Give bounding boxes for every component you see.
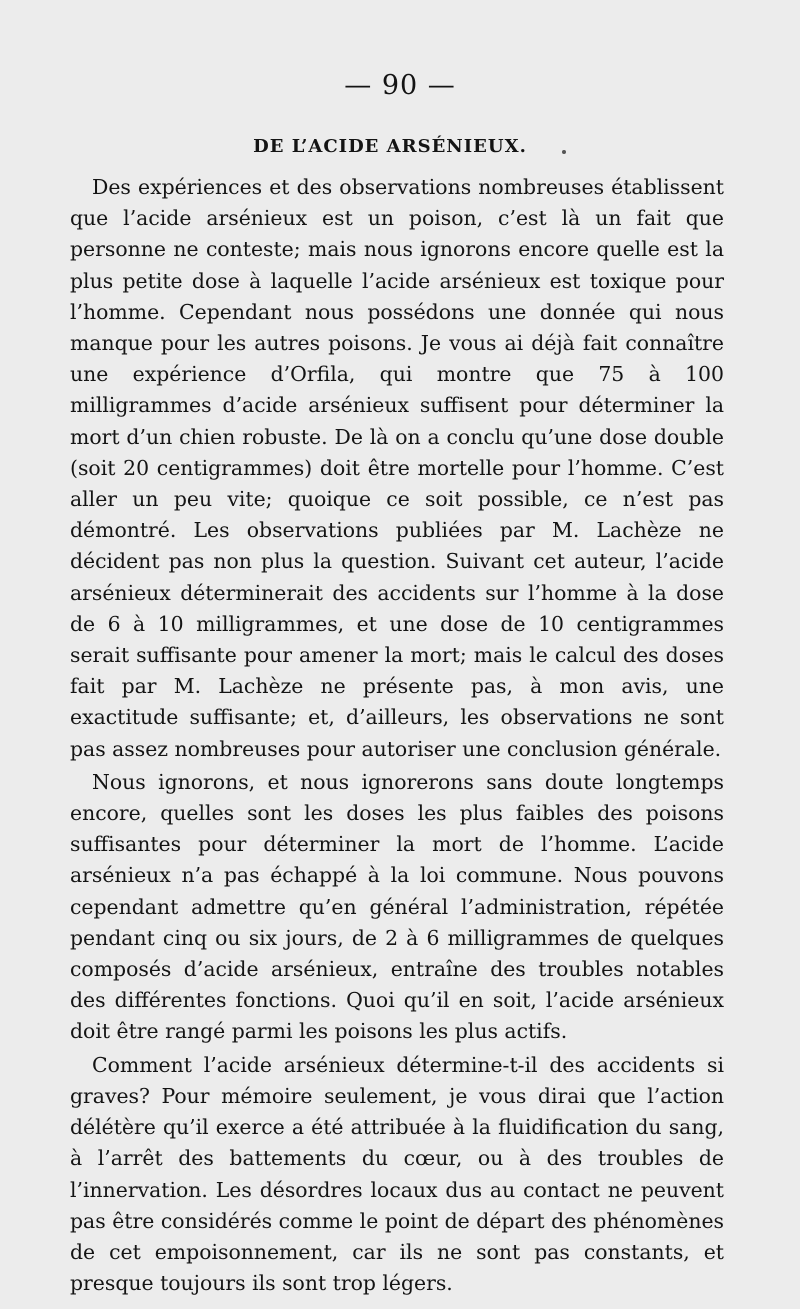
- section-title: DE L’ACIDE ARSÉNIEUX.: [253, 136, 527, 157]
- paragraph-text: Comment l’acide arsénieux détermine-t-il des accidents si graves? Pour mémoire seulement, je vous dirai que l’action délétère qu’il exerce a été attribuée à la fluidification du sang, à l’arrêt des battements du cœur, ou à des troubles de l’innervation. Les désordres locaux dus au contact ne peuvent pas être considérés comme le point de départ des phénomènes de cet empoisonnement, car ils ne sont pas constants, et presque toujours ils sont trop légers.: [70, 1052, 724, 1296]
- paragraph: [70, 172, 724, 765]
- body-text: [70, 172, 724, 1299]
- paragraph: [70, 767, 724, 1048]
- paragraph-text: Des expériences et des observations nombreuses établissent que l’acide arsénieux est un poison, c’est là un fait que personne ne conteste; mais nous ignorons encore quelle est la plus petite dose à laquelle l’acide arsénieux est toxique pour l’homme. Cependant nous possédons une donnée qui nous manque pour les autres poisons. Je vous ai déjà fait connaître une expérience d’Orfila, qui montre que 75 à 100 milligrammes d’acide arsénieux suffisent pour déterminer la mort d’un chien robuste. De là on a conclu qu’une dose double (soit 20 centigrammes) doit être mortelle pour l’homme. C’est aller un peu vite; quoique ce soit possible, ce n’est pas démontré. Les observations publiées par M. Lachèze ne décident pas non plus la question. Suivant cet auteur, l’acide arsénieux déterminerait des accidents sur l’homme à la dose de 6 à 10 milligrammes, et une dose de 10 centigrammes serait suffisante pour amener la mort; mais le calcul des doses fait par M. Lachèze ne présente pas, à mon avis, une exactitude suffisante; et, d’ailleurs, les observations ne sont pas assez nombreuses pour autoriser une conclusion générale.: [70, 175, 724, 761]
- print-speck: [562, 150, 566, 154]
- paragraph: [70, 1050, 724, 1300]
- page-number: — 90 —: [344, 70, 456, 101]
- paragraph-text: Nous ignorons, et nous ignorerons sans doute longtemps encore, quelles sont les doses les plus faibles des poisons suffisantes pour déterminer la mort de l’homme. L’acide arsénieux n’a pas échappé à la loi commune. Nous pouvons cependant admettre qu’en général l’administration, répétée pendant cinq ou six jours, de 2 à 6 milligrammes de quelques composés d’acide arsénieux, entraîne des troubles notables des différentes fonctions. Quoi qu’il en soit, l’acide arsénieux doit être rangé parmi les poisons les plus actifs.: [70, 769, 724, 1044]
